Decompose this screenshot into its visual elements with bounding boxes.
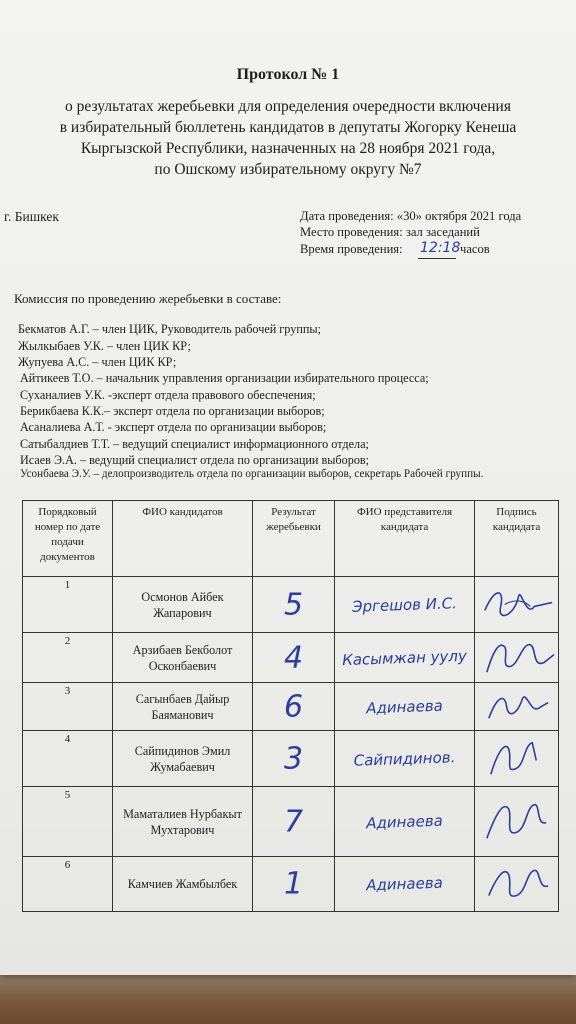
header-rep: ФИО представителя кандидата [335,501,475,577]
candidate-signature [475,577,558,632]
rep-cell [335,633,475,683]
header-sign: Подпись кандидата [475,501,559,577]
candidate-name: Сагынбаев Дайыр Баяманович [113,683,253,731]
candidate-name: Сайпидинов Эмил Жумабаевич [113,731,253,787]
draw-result: 6 [283,689,304,724]
signature-cell [475,683,559,731]
header-num: Порядковый номер по дате подачи документов [23,501,113,577]
candidate-name: Осмонов Айбек Жапарович [113,577,253,633]
row-number: 1 [23,577,113,633]
rep-cell [335,857,475,912]
representative-name: Эргешов И.С. [351,593,458,616]
header-result: Результат жеребьевки [253,501,335,577]
result-cell [253,787,335,857]
intro-line: о результатах жеребьевки для определения очередности включения [65,98,511,115]
candidate-name: Камчиев Жамбылбек [113,857,253,912]
time-unit: часов [460,242,490,256]
time-value-handwritten: 12:18 [420,240,461,256]
place-line: Место проведения: зал заседаний [300,225,480,239]
table-row [23,683,559,731]
draw-result: 1 [283,866,304,902]
result-cell [253,577,335,633]
result-cell [253,731,335,787]
member-item: Айтикеев Т.О. – начальник управления организации избирательного процесса; [20,371,429,385]
table-row [23,577,559,633]
result-cell [253,683,335,731]
time-underline [418,258,456,259]
candidate-signature [475,857,558,911]
rep-cell [335,683,475,731]
row-number: 4 [23,731,113,787]
time-label: Время проведения: [300,242,403,256]
member-item: Бекматов А.Г. – член ЦИК, Руководитель рабочей группы; [18,322,321,336]
candidate-name: Маматалиев Нурбакыт Мухтарович [113,787,253,857]
member-item: Усонбаева Э.У. – делопроизводитель отдела по организации выборов, секретарь Рабочей группы. [20,468,484,480]
member-item: Берикбаева К.К.– эксперт отдела по организации выборов; [20,404,325,418]
row-number: 5 [23,787,113,857]
row-number: 3 [23,683,113,731]
intro-line: Кыргызской Республики, назначенных на 28 ноября 2021 года, [80,140,496,157]
signature-cell [475,857,559,912]
result-cell [253,633,335,683]
member-item: Суханалиев У.К. -эксперт отдела правового обеспечения; [20,388,316,402]
table-row [23,633,559,683]
row-number: 6 [23,857,113,912]
result-cell [253,857,335,912]
draw-results-table [22,500,559,912]
table-row [23,787,559,857]
signature-cell [475,731,559,787]
city: г. Бишкек [4,209,59,224]
table-row [23,731,559,787]
rep-cell [335,577,475,633]
member-item: Сатыбалдиев Т.Т. – ведущий специалист информационного отдела; [20,437,369,451]
candidate-signature [475,633,558,682]
candidate-signature [475,787,558,856]
protocol-title: Протокол № 1 [236,66,340,83]
representative-name: Сайпидинов. [353,747,456,770]
representative-name: Адинаева [365,696,444,717]
representative-name: Адинаева [365,873,444,895]
draw-result: 4 [283,640,304,675]
member-item: Асаналиева А.Т. - эксперт отдела по организации выборов; [20,420,327,434]
date-line: Дата проведения: «30» октября 2021 года [300,209,522,223]
intro-line: в избирательный бюллетень кандидатов в депутаты Жогорку Кенеша [59,119,517,136]
representative-name: Касымжан уулу [341,646,468,669]
draw-result: 7 [283,804,304,839]
draw-result: 3 [283,741,304,776]
row-number: 2 [23,633,113,683]
commission-heading: Комиссия по проведению жеребьевки в составе: [14,291,282,306]
representative-name: Адинаева [365,811,444,832]
table-header-row [23,501,559,577]
table-row [23,857,559,912]
candidate-signature [475,683,558,730]
candidate-name: Арзибаев Бекболот Осконбаевич [113,633,253,683]
signature-cell [475,577,559,633]
signature-cell [475,787,559,857]
rep-cell [335,731,475,787]
intro-line: по Ошскому избирательному округу №7 [154,161,422,178]
rep-cell [335,787,475,857]
member-item: Исаев Э.А. – ведущий специалист отдела по организации выборов; [20,453,370,467]
header-fio: ФИО кандидатов [113,501,253,577]
draw-result: 5 [283,587,304,622]
candidate-signature [475,731,558,786]
member-item: Жылкыбаев У.К. – член ЦИК КР; [18,339,191,353]
signature-cell [475,633,559,683]
member-item: Жупуева А.С. – член ЦИК КР; [18,355,177,369]
